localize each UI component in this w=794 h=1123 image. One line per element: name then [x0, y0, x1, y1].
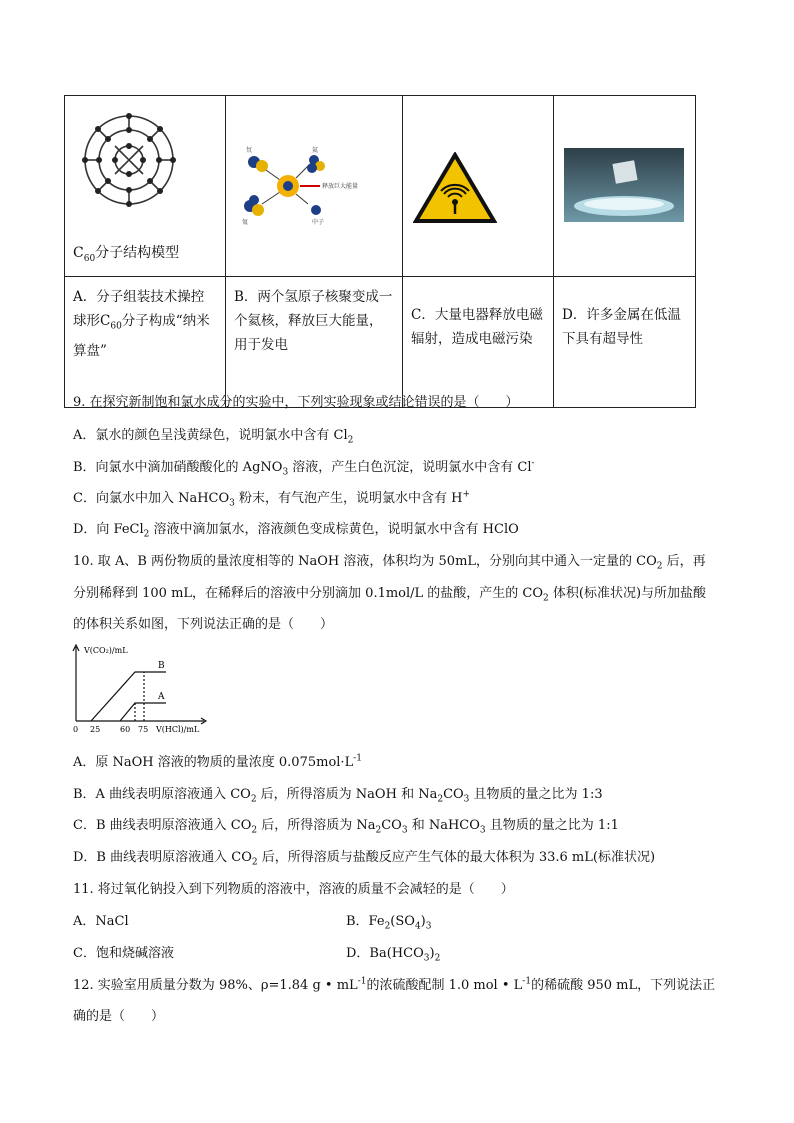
q10-option-b: B．A 曲线表明原溶液通入 $CO_2$ 后，所得溶质为 NaOH 和 $Na_2CO_3$ 且物质的量之比为 1:3: [73, 787, 603, 805]
tritium-label: 氚: [242, 219, 249, 226]
q11-option-d: D．$Ba(HCO_3)_2$: [346, 946, 441, 964]
tick-25: 25: [90, 725, 101, 734]
graph-ylabel: V(CO₂)/mL: [84, 646, 128, 655]
q12-stem-line2: 确的是（ ）: [73, 1009, 165, 1024]
tick-0: 0: [73, 725, 79, 734]
q10-graph: [64, 643, 214, 738]
energy-label: 释放巨大能量: [322, 183, 359, 190]
q9-option-d: D．向 FeCl$_2$ 溶液中滴加氯水，溶液颜色变成棕黄色，说明氯水中含有 HClO: [73, 522, 519, 540]
q10-option-c: C．B 曲线表明原溶液通入 $CO_2$ 后，所得溶质为 $Na_2CO_3$ 和 NaHCO$_3$ 且物质的量之比为 1:1: [73, 818, 619, 836]
tick-60: 60: [120, 725, 131, 734]
fusion-cell: [226, 96, 403, 277]
option-c-text: C．大量电器释放电磁辐射，造成电磁污染: [403, 277, 554, 408]
q11-option-c: C．饱和烧碱溶液: [73, 946, 174, 961]
q12-stem-line1: 12. 实验室用质量分数为 98%、ρ=1.84 g • $mL^{-1}$的浓硫酸配制 1.0 mol • $L^{-1}$的稀硫酸 950 mL，下列说法正: [73, 976, 716, 993]
neutron-label: 中子: [312, 219, 325, 226]
deuterium-label: 氘: [246, 147, 253, 154]
q9-stem: 9. 在探究新制饱和氯水成分的实验中，下列实验现象或结论错误的是（ ）: [73, 395, 519, 410]
q9-option-c: C．向氯水中加入 NaHCO$_3$ 粉末，有气泡产生，说明氯水中含有 H+: [73, 489, 471, 509]
fusion-diagram-image: [232, 144, 392, 234]
superconductor-photo: [564, 148, 684, 222]
q9-option-a: A．氯水的颜色呈浅黄绿色，说明氯水中含有 $Cl_2$: [73, 428, 354, 446]
tick-75: 75: [138, 725, 149, 734]
q11-stem: 11. 将过氧化钠投入到下列物质的溶液中，溶液的质量不会减轻的是（ ）: [73, 882, 514, 897]
curve-a-label: A: [158, 692, 165, 702]
q11-option-a: A．NaCl: [73, 914, 129, 929]
curve-a: [120, 703, 166, 721]
c60-molecule-image: [79, 110, 179, 210]
q10-stem-line2: 分别稀释到 100 mL，在稀释后的溶液中分别滴加 0.1mol/L 的盐酸，产生的 $CO_2$ 体积(标准状况)与所加盐酸: [73, 586, 707, 604]
graph-xlabel: V(HCl)/mL: [156, 725, 200, 734]
helium-label: 氦: [312, 147, 319, 154]
curve-b: [91, 672, 166, 721]
q9-option-b: B．向氯水中滴加硝酸酸化的 AgNO$_3$ 溶液，产生白色沉淀，说明氯水中含有 Cl-: [73, 458, 535, 478]
radiation-warning-icon: [413, 152, 497, 224]
q11-option-b: B．$Fe_2(SO_4)_3$: [346, 914, 432, 932]
option-b-text: B．两个氢原子核聚变成一个氦核，释放巨大能量，用于发电: [226, 277, 403, 408]
radiation-cell: [403, 96, 554, 277]
q10-stem-line3: 的体积关系如图，下列说法正确的是（ ）: [73, 617, 334, 632]
q10-stem-line1: 10. 取 A、B 两份物质的量浓度相等的 NaOH 溶液，体积均为 50mL，分别向其中通入一定量的 $CO_2$ 后，再: [73, 554, 706, 572]
superconductor-cell: [554, 96, 696, 277]
q10-option-d: D．B 曲线表明原溶液通入 $CO_2$ 后，所得溶质与盐酸反应产生气体的最大体积为 33.6 mL(标准状况): [73, 850, 656, 868]
c60-caption: $C_{60}$分子结构模型: [73, 245, 180, 264]
q10-option-a: A．原 NaOH 溶液的物质的量浓度 $0.075mol\cdot L^{-1}$: [73, 753, 362, 770]
option-d-text: D．许多金属在低温下具有超导性: [554, 277, 696, 408]
option-a-text: A．分子组装技术操控球形$C_{60}$分子构成“纳米算盘”: [65, 277, 226, 408]
curve-b-label: B: [158, 661, 165, 671]
c60-cell: [65, 96, 226, 277]
options-table: [64, 95, 696, 408]
